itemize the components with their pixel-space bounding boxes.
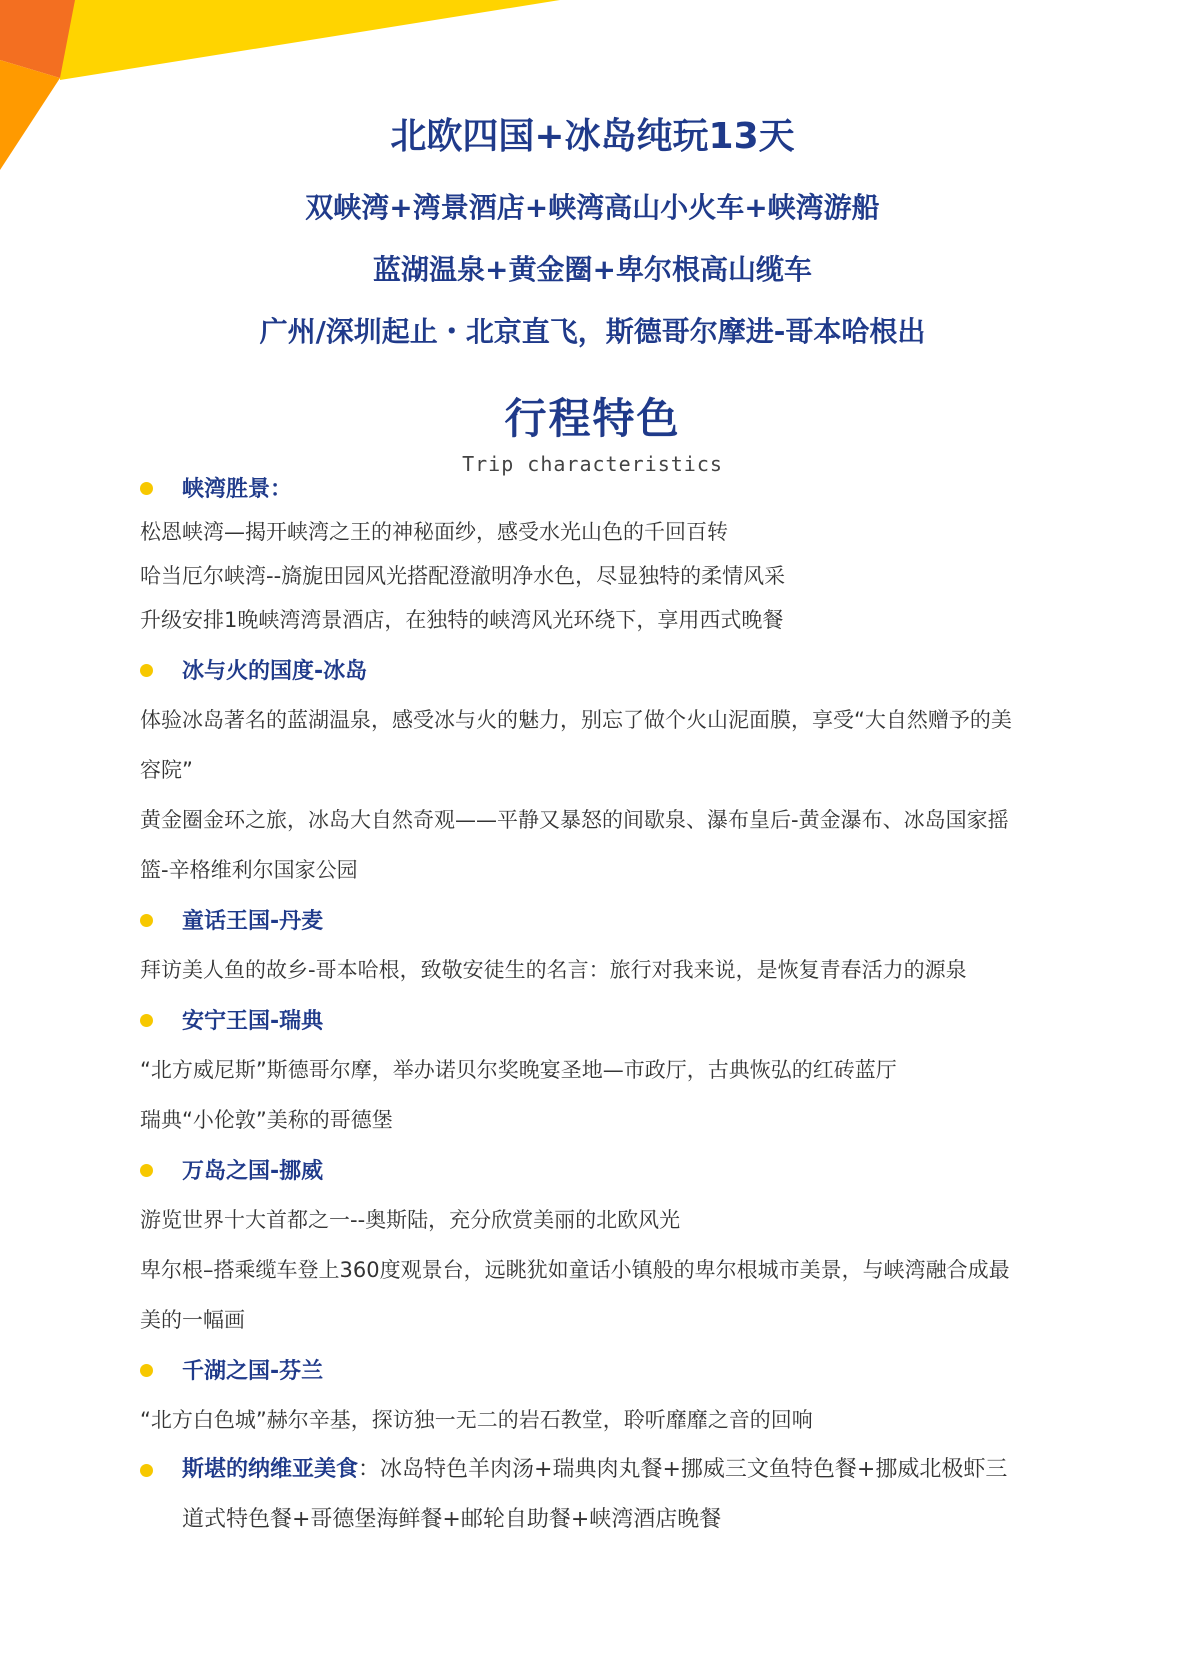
feature-line: 美的一幅画 — [140, 1308, 245, 1332]
feature-line: “北方威尼斯”斯德哥尔摩，举办诺贝尔奖晚宴圣地—市政厅，古典恢弘的红砖蓝厅 — [140, 1058, 897, 1082]
feature-line: 拜访美人鱼的故乡-哥本哈根，致敬安徒生的名言：旅行对我来说，是恢复青春活力的源泉 — [140, 958, 967, 982]
feature-heading: 斯堪的纳维亚美食 — [182, 1457, 359, 1482]
bullet-dot — [140, 664, 153, 677]
feature-heading: 冰与火的国度-冰岛 — [182, 659, 368, 684]
feature-line: 篮-辛格维利尔国家公园 — [140, 858, 358, 882]
bullet-dot — [140, 1014, 153, 1027]
feature-line: 体验冰岛著名的蓝湖温泉，感受冰与火的魅力，别忘了做个火山泥面膜，享受“大自然赠予的美 — [140, 708, 1012, 732]
feature-line: 升级安排1晚峡湾湾景酒店，在独特的峡湾风光环绕下，享用西式晚餐 — [140, 608, 784, 632]
subtitle-3: 广州/深圳起止・北京直飞，斯德哥尔摩进-哥本哈根出 — [259, 315, 926, 348]
feature-line: 瑞典“小伦敦”美称的哥德堡 — [140, 1108, 393, 1132]
corner-decoration — [0, 0, 600, 200]
feature-heading: 峡湾胜景： — [182, 477, 293, 502]
bullet-dot — [140, 1464, 153, 1477]
title-main: 北欧四国+冰岛纯玩13天 — [390, 116, 795, 157]
feature-heading: 千湖之国-芬兰 — [182, 1359, 324, 1384]
feature-line: ：冰岛特色羊肉汤+瑞典肉丸餐+挪威三文鱼特色餐+挪威北极虾三 — [358, 1457, 1008, 1482]
subtitle-1: 双峡湾+湾景酒店+峡湾高山小火车+峡湾游船 — [305, 191, 880, 224]
subtitle-2: 蓝湖温泉+黄金圈+卑尔根高山缆车 — [373, 253, 812, 286]
feature-line: 游览世界十大首都之一--奥斯陆，充分欣赏美丽的北欧风光 — [140, 1208, 681, 1232]
feature-line: 道式特色餐+哥德堡海鲜餐+邮轮自助餐+峡湾酒店晚餐 — [182, 1507, 722, 1532]
feature-heading: 安宁王国-瑞典 — [182, 1009, 324, 1034]
bullet-dot — [140, 1364, 153, 1377]
feature-line: 卑尔根–搭乘缆车登上360度观景台，远眺犹如童话小镇般的卑尔根城市美景，与峡湾融合成最 — [140, 1258, 1010, 1282]
section-subtitle: Trip characteristics — [462, 452, 723, 476]
feature-line: 哈当厄尔峡湾--旖旎田园风光搭配澄澈明净水色，尽显独特的柔情风采 — [140, 564, 786, 588]
feature-line: “北方白色城”赫尔辛基，探访独一无二的岩石教堂，聆听靡靡之音的回响 — [140, 1408, 813, 1432]
feature-line: 黄金圈金环之旅，冰岛大自然奇观——平静又暴怒的间歇泉、瀑布皇后-黄金瀑布、冰岛国家摇 — [140, 808, 1009, 832]
feature-heading: 万岛之国-挪威 — [182, 1159, 324, 1184]
bullet-dot — [140, 914, 153, 927]
section-title: 行程特色 — [504, 394, 681, 443]
feature-line: 松恩峡湾—揭开峡湾之王的神秘面纱，感受水光山色的千回百转 — [140, 520, 728, 544]
bullet-dot — [140, 482, 153, 495]
feature-heading: 童话王国-丹麦 — [182, 909, 324, 934]
food-line-1 — [182, 1452, 1007, 1483]
feature-line: 容院” — [140, 758, 193, 782]
bullet-dot — [140, 1164, 153, 1177]
